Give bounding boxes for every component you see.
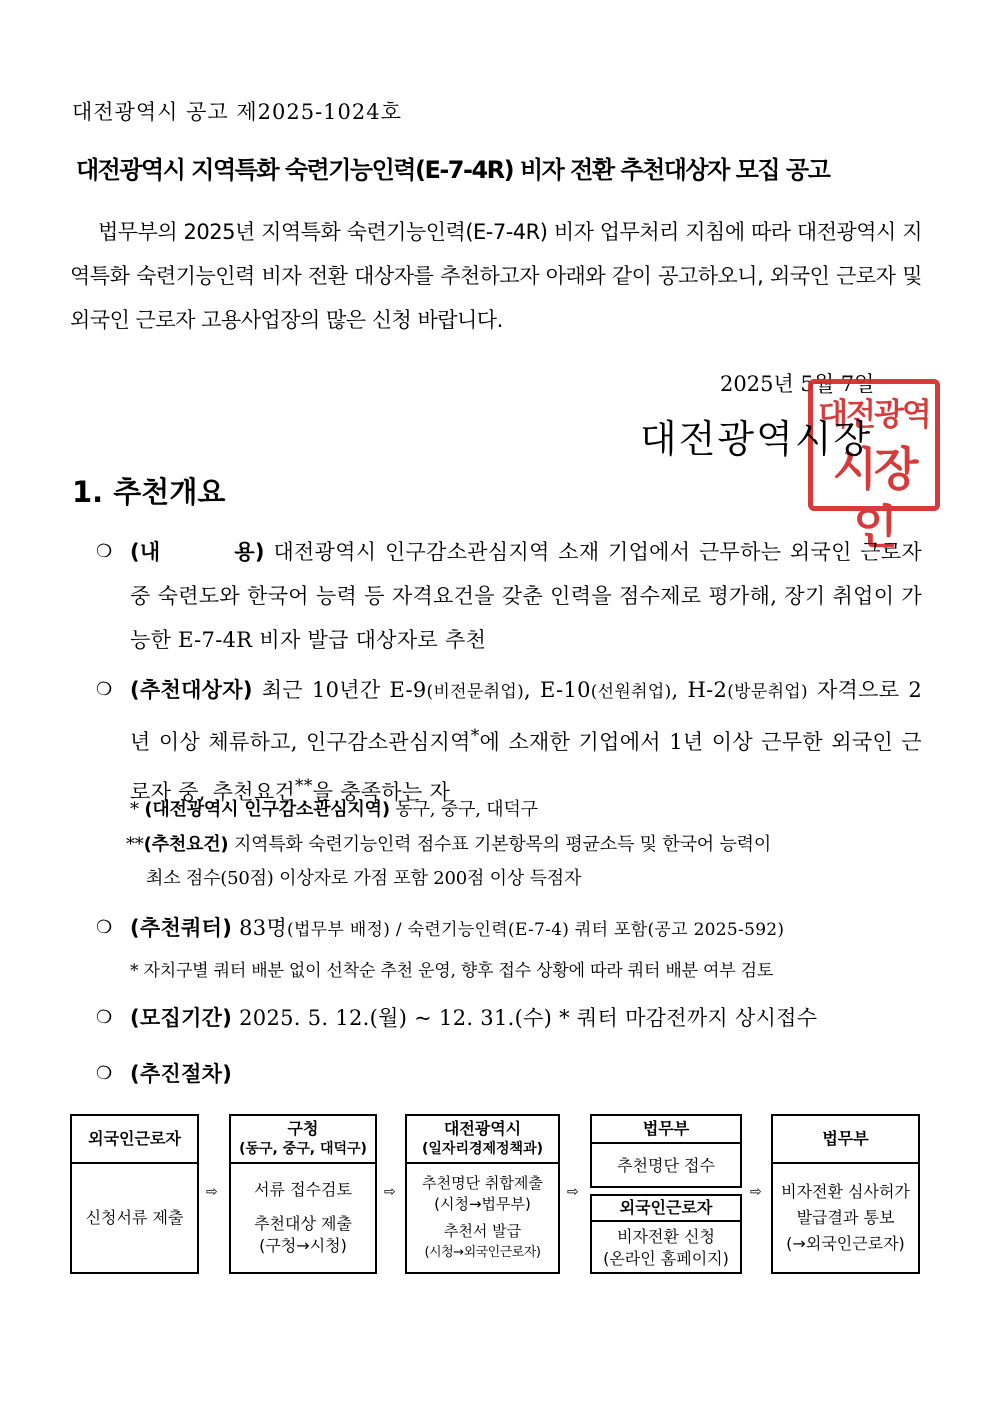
footnote-text: 지역특화 숙련기능인력 점수표 기본항목의 평균소득 및 한국어 능력이	[228, 834, 772, 855]
flow-step-text: 신청서류 제출	[85, 1208, 184, 1227]
footnote-mark: **	[126, 834, 144, 855]
bullet-icon: ❍	[96, 1063, 113, 1084]
item-period	[96, 996, 922, 1040]
flow-step-head: 법무부	[592, 1116, 740, 1144]
flow-step-head: 법무부	[773, 1116, 918, 1164]
footnote-criteria-cont: 최소 점수(50점) 이상자로 가점 포함 200점 이상 득점자	[146, 868, 582, 889]
page-title: 대전광역시 지역특화 숙련기능인력(E-7-4R) 비자 전환 추천대상자 모집 공고	[76, 156, 830, 184]
flow-step-district	[229, 1114, 377, 1274]
flow-step-text: (시청→외국인근로자)	[424, 1245, 541, 1260]
flow-step-text: (구청→시청)	[259, 1236, 347, 1255]
footnote-criteria	[126, 830, 771, 856]
flow-step-head: 외국인근로자	[592, 1196, 740, 1222]
item-label: (추천쿼터)	[130, 916, 233, 940]
item-label: (내 용)	[130, 540, 265, 564]
item-text: 최근 10년간 E-9	[261, 678, 427, 702]
item-text: (선원취업)	[590, 682, 672, 702]
flow-step-head: (동구, 중구, 대덕구)	[239, 1141, 367, 1157]
arrow-right-icon: ⇨	[750, 1184, 762, 1200]
flow-step-text: 비자전환 심사허가	[781, 1182, 910, 1201]
bullet-icon: ❍	[96, 917, 113, 938]
arrow-right-icon: ⇨	[384, 1184, 396, 1200]
flow-step-text: (→외국인근로자)	[786, 1234, 905, 1253]
flow-step-head: (일자리경제정책과)	[422, 1141, 543, 1157]
flow-step-text: 추천대상 제출	[254, 1214, 352, 1233]
flow-step-city	[405, 1114, 560, 1274]
item-text: (비전문취업)	[426, 682, 525, 702]
flow-step-ministry-result	[771, 1114, 920, 1274]
footnote-mark: *	[130, 799, 145, 820]
item-quota	[96, 906, 922, 952]
flow-step-head: 외국인근로자	[72, 1116, 197, 1164]
intro-paragraph: 법무부의 2025년 지역특화 숙련기능인력(E-7-4R) 비자 업무처리 지침에 따라 대전광역시 지역특화 숙련기능인력 비자 전환 대상자를 추천하고자 아래와 같이 공고하오니, 외국인 근로자 및 외국인 근로자 고용사업장의 많은 신청 바랍니다.	[70, 220, 922, 332]
flow-step-head: 구청	[287, 1119, 319, 1138]
item-content	[96, 530, 922, 662]
item-text: , E-10	[524, 678, 591, 702]
flow-step-worker-apply	[590, 1194, 742, 1274]
issuer-name: 대전광역시장	[640, 417, 873, 461]
footnote-mark: *	[470, 726, 480, 746]
flow-step-worker	[70, 1114, 199, 1274]
footnote-text: 동구, 중구, 대덕구	[389, 799, 538, 820]
bullet-icon: ❍	[96, 679, 113, 700]
item-text: , H-2	[671, 678, 728, 702]
bullet-icon: ❍	[96, 1007, 113, 1028]
item-text: 83명	[232, 916, 288, 940]
flow-step-text: (온라인 홈페이지)	[603, 1249, 729, 1268]
seal-line-2: 시장인	[832, 442, 916, 554]
notice-date: 2025년 5월 7일	[720, 372, 875, 396]
item-text: 을 충족하는 자	[312, 780, 451, 804]
footnote-quota: * 자치구별 쿼터 배분 없이 선착순 추천 운영, 향후 접수 상황에 따라 쿼터 배분 여부 검토	[130, 961, 774, 981]
footnote-mark: **	[295, 776, 313, 796]
item-text: (법무부 배정)	[287, 920, 391, 940]
item-text: 대전광역시 인구감소관심지역 소재 기업에서 근무하는 외국인 근로자 중 숙련도와 한국어 능력 등 자격요건을 갖춘 인력을 점수제로 평가해, 장기 취업이 가능한 E-7-4R 비자 발급 대상자로 추천	[130, 540, 923, 652]
flow-step-text: (시청→법무부)	[434, 1195, 531, 1213]
section-title: 1. 추천개요	[72, 475, 226, 509]
arrow-right-icon: ⇨	[567, 1184, 579, 1200]
flow-step-text: 추천명단 취합제출	[422, 1174, 543, 1192]
item-text: 에 소재한 기업에서 1년 이상 근무한 외국인 근로자 중, 추천요건	[130, 730, 922, 804]
flow-step-text: 비자전환 신청	[617, 1227, 715, 1246]
bullet-icon: ❍	[96, 541, 113, 562]
item-text: 2025. 5. 12.(월) ~ 12. 31.(수) * 쿼터 마감전까지 상시접수	[232, 1006, 818, 1030]
footnote-region	[130, 795, 538, 821]
seal-line-1: 대전광역	[818, 397, 930, 433]
flow-step-text: 서류 접수검토	[254, 1180, 352, 1199]
footnote-label: (추천요건)	[143, 834, 229, 855]
item-label: (추진절차)	[130, 1062, 233, 1086]
flow-step-head: 대전광역시	[443, 1119, 522, 1138]
footnote-label: (대전광역시 인구감소관심지역)	[144, 799, 390, 820]
item-target	[96, 668, 922, 814]
item-label: (모집기간)	[130, 1006, 233, 1030]
arrow-right-icon: ⇨	[206, 1184, 218, 1200]
item-text: / 숙련기능인력(E-7-4) 쿼터 포함(공고 2025-592)	[390, 920, 785, 940]
flow-step-ministry-receive	[590, 1114, 742, 1188]
flow-step-text: 추천서 발급	[443, 1222, 522, 1240]
item-text: 자격으로 2년 이상 체류하고, 인구감소관심지역	[130, 678, 922, 754]
flow-step-text: 발급결과 통보	[796, 1208, 895, 1227]
item-text: (방문취업)	[727, 682, 808, 702]
item-procedure	[96, 1052, 922, 1096]
item-label: (추천대상자)	[130, 678, 253, 702]
flow-step-text: 추천명단 접수	[617, 1156, 715, 1175]
notice-number: 대전광역시 공고 제2025-1024호	[72, 100, 402, 124]
